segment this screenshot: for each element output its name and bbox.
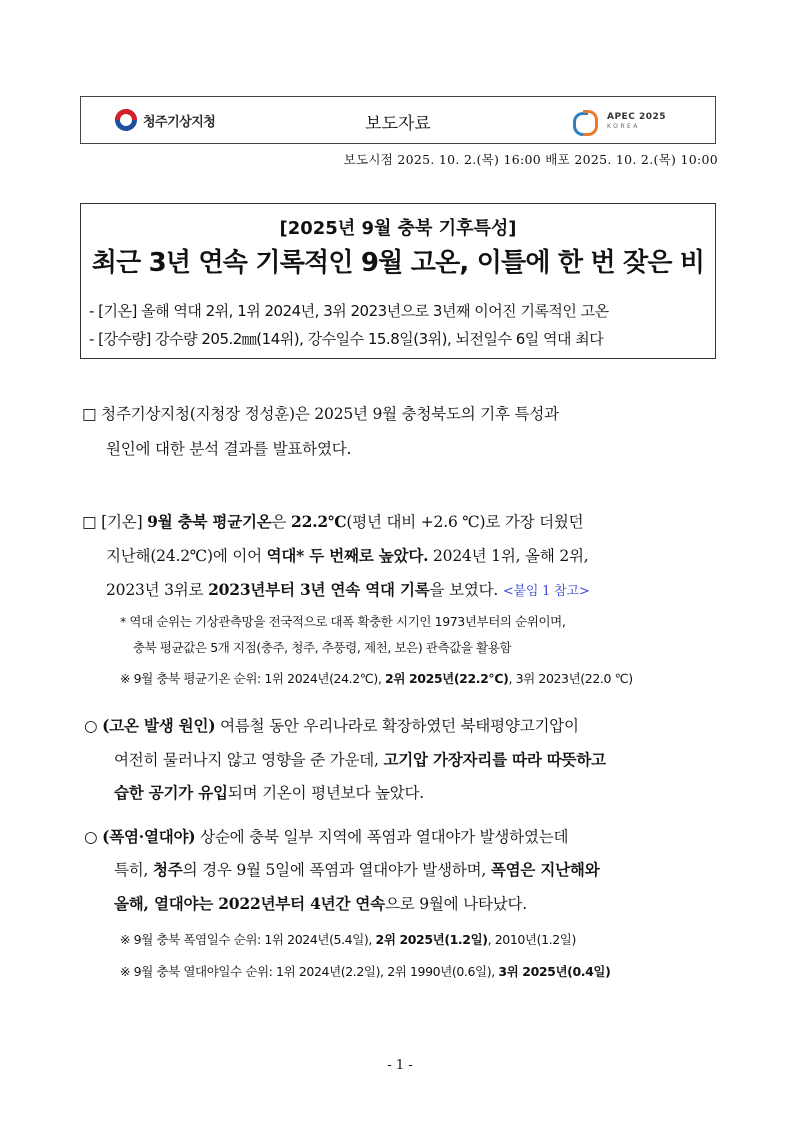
heat-line-2: 특히, 청주의 경우 9월 5일에 폭염과 열대야가 발생하며, 폭염은 지난해와 (114, 860, 600, 879)
title-subtitle: [2025년 9월 충북 기후특성] (279, 218, 517, 239)
cause-line-3: 습한 공기가 유입되며 기온이 평년보다 높았다. (114, 783, 424, 802)
cause-line-2: 여전히 물러나지 않고 영향을 준 가운데, 고기압 가장자리를 따라 따뜻하고 (114, 750, 606, 769)
summary-temperature: - [기온] 올해 역대 2위, 1위 2024년, 3위 2023년으로 3년째 이어진 기록적인 고온 (89, 302, 609, 320)
attachment-reference: <붙임 1 참고> (502, 584, 590, 599)
temp-footnote-2: 충북 평균값은 5개 지점(충주, 청주, 추풍령, 제천, 보은) 관측값을 활용함 (133, 640, 512, 655)
page-title: 최근 3년 연속 기록적인 9월 고온, 이틀에 한 번 잦은 비 (91, 248, 705, 278)
apec-subtitle: KOREA (607, 122, 640, 130)
heatwave-rank-note: ※ 9월 충북 폭염일수 순위: 1위 2024년(5.4일), 2위 2025년(1.2일), 2010년(1.2일) (120, 932, 576, 947)
tropical-night-rank-note: ※ 9월 충북 열대야일수 순위: 1위 2024년(2.2일), 2위 1990년(0.6일), 3위 2025년(0.4일) (120, 964, 611, 979)
heat-line-3: 올해, 열대야는 2022년부터 4년간 연속으로 9월에 나타났다. (114, 894, 527, 913)
agency-name: 청주기상지청 (143, 114, 216, 130)
temp-line-1: □ [기온] 9월 충북 평균기온은 22.2℃(평년 대비 +2.6 ℃)로 가장 더웠던 (82, 512, 584, 531)
temp-line-2: 지난해(24.2℃)에 이어 역대* 두 번째로 높았다. 2024년 1위, 올해 2위, (106, 546, 589, 565)
apec-title: APEC 2025 (607, 111, 666, 122)
temp-footnote-1: * 역대 순위는 기상관측망을 전국적으로 대폭 확충한 시기인 1973년부터의 순위이며, (120, 614, 566, 629)
temp-line-3: 2023년 3위로 2023년부터 3년 연속 역대 기록을 보였다. <붙임 1 참고> (106, 580, 590, 599)
cause-line-1: ○ (고온 발생 원인) 여름철 동안 우리나라로 확장하였던 북태평양고기압이 (84, 716, 579, 735)
intro-line-1: □ 청주기상지청(지청장 정성훈)은 2025년 9월 충청북도의 기후 특성과 (82, 405, 559, 423)
header-box (80, 96, 716, 144)
apec-logo (571, 107, 666, 135)
temp-rank-note: ※ 9월 충북 평균기온 순위: 1위 2024년(24.2℃), 2위 2025년(22.2℃), 3위 2023년(22.0 ℃) (120, 671, 633, 686)
apec-emblem-icon (571, 109, 601, 133)
title-box (80, 203, 716, 359)
release-time: 보도시점 2025. 10. 2.(목) 16:00 배포 2025. 10. 2.(목) 10:00 (343, 152, 718, 167)
page-number: - 1 - (387, 1058, 413, 1073)
heat-line-1: ○ (폭염·열대야) 상순에 충북 일부 지역에 폭염과 열대야가 발생하였는데 (84, 827, 569, 846)
summary-precipitation: - [강수량] 강수량 205.2㎜(14위), 강수일수 15.8일(3위), 뇌전일수 6일 역대 최다 (89, 330, 604, 348)
intro-line-2: 원인에 대한 분석 결과를 발표하였다. (106, 440, 352, 458)
doc-type: 보도자료 (365, 114, 431, 134)
